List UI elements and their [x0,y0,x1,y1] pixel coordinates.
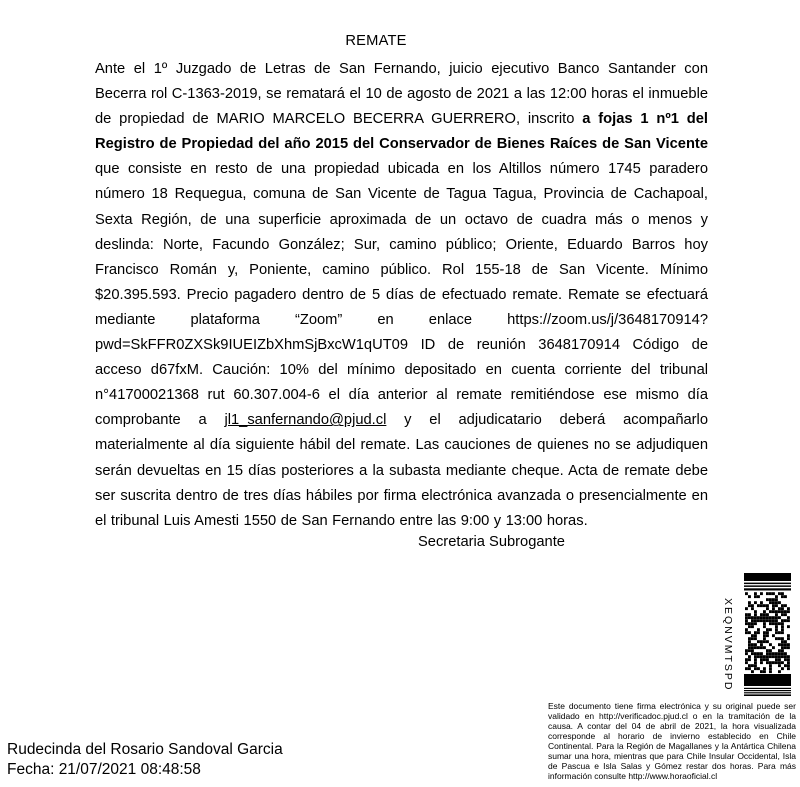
signature-block [7,740,283,780]
document-title: REMATE [345,33,407,49]
digital-signature-stamp [722,573,792,697]
signature-role: Secretaria Subrogante [418,534,565,550]
stamp-barcode-icon [744,573,791,697]
body-segment: que consiste en resto de una propiedad ubicada en los Altillos número 1745 paradero número 18 Requegua, comuna de San Vicente de Tagua Tagua, Provincia de Cachapoal, Sexta Región, de una superficie aproximada de un octavo de cuadra más o menos y deslinda: Norte, Facundo González; Sur, camino público; Oriente, Eduardo Barros hoy Francisco Román y, Poniente, camino público. Rol 155-18 de San Vicente. Mínimo $20.395.593. Precio pagadero dentro de 5 días de efectuado remate. Remate se efectuará mediante plataforma “Zoom” en enlace https://zoom.us/j/3648170914?pwd=SkFFR0ZXSk9IUEIZbXhmSjBxcW1qUT09 ID de reunión 3648170914 Código de acceso d67fxM. Caución: 10% del mínimo depositado en cuenta corriente del tribunal n°41700021368 rut 60.307.004-6 el día anterior al remate remitiéndose ese mismo día comprobante a [95,161,708,429]
body-segment: y el adjudicatario deberá acompañarlo materialmente al día siguiente hábil del remate. Las cauciones de quienes no se adjudiquen serán devueltas en 15 días posteriores a la subasta mediante cheque. Acta de remate debe ser suscrita dentro de tres días hábiles por firma electrónica avanzada o presencialmente en el tribunal Luis Amesti 1550 de San Fernando entre las 9:00 y 13:00 horas. [95,412,708,529]
email-link[interactable]: jl1_sanfernando@pjud.cl [224,412,387,429]
auction-notice-paragraph [95,57,708,534]
signer-name: Rudecinda del Rosario Sandoval Garcia [7,741,283,758]
stamp-code-vertical: XEQNVMTSPD [722,598,734,692]
body-segment: Ante el 1º Juzgado de Letras de San Fernando, juicio ejecutivo Banco Santander con Becerra rol C-1363-2019, se rematará el 10 de agosto de 2021 a las 12:00 horas el inmueble de propiedad de MARIO MARCELO BECERRA GUERRERO, inscrito [95,61,708,128]
signature-date: Fecha: 21/07/2021 08:48:58 [7,761,201,778]
body-segment: a fojas 1 nº1 del Registro de Propiedad del año 2015 del Conservador de Bienes Raíces de San Vicente [95,111,708,153]
legal-fine-print: Este documento tiene firma electrónica y su original puede ser validado en http://verificadoc.pjud.cl o en la tramitación de la causa. A contar del 04 de abril de 2021, la hora visualizada corresponde al horario de invierno establecido en Chile Continental. Para la Región de Magallanes y la Antártica Chilena sumar una hora, mientras que para Chile Insular Occidental, Isla de Pascua e Isla Salas y Gómez restar dos horas. Para más información consulte http://www.horaoficial.cl [548,701,796,781]
